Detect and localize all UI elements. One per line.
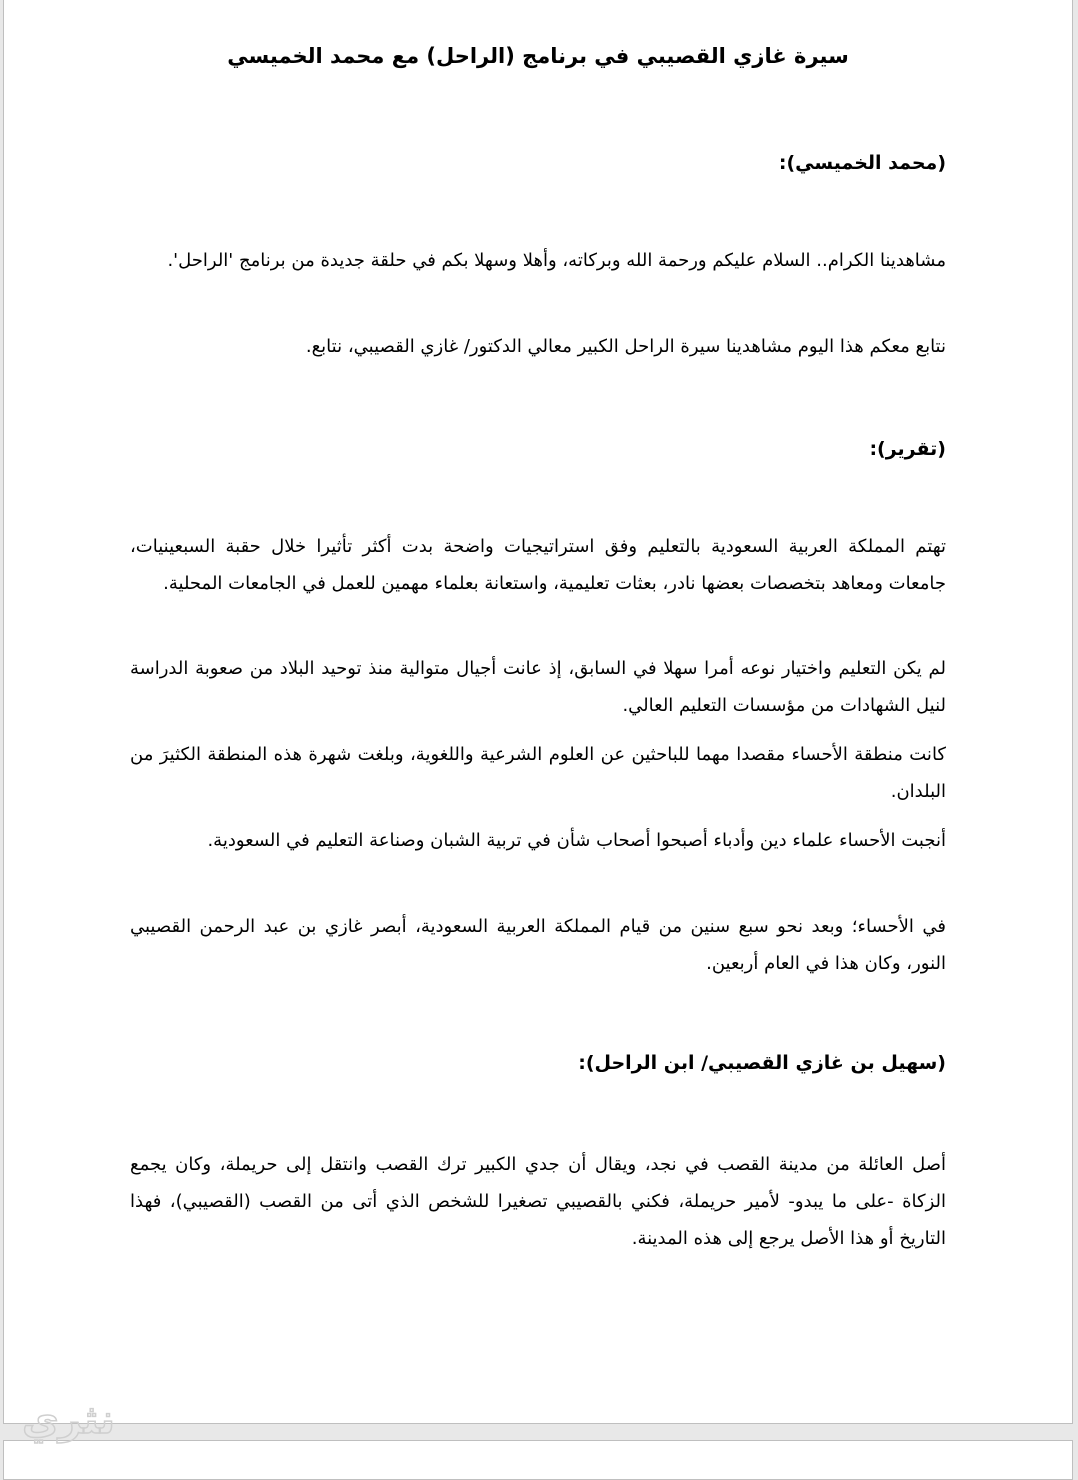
- document-title: سيرة غازي القصيبي في برنامج (الراحل) مع محمد الخميسي: [227, 44, 849, 68]
- paragraph: لم يكن التعليم واختيار نوعه أمرا سهلا في السابق، إذ عانت أجيال متوالية منذ توحيد البلاد من صعوبة الدراسة لنيل الشهادات من مؤسسات التعليم العالي.: [130, 658, 946, 716]
- watermark-logo: [22, 1396, 115, 1444]
- paragraph: تهتم المملكة العربية السعودية بالتعليم وفق استراتيجيات واضحة بدت أكثر تأثيرا خلال حقبة السبعينيات، جامعات ومعاهد بتخصصات بعضها نادر، بعثات تعليمية، واستعانة بعلماء مهمين للعمل في الجامعات المحلية.: [130, 536, 946, 594]
- paragraph: كانت منطقة الأحساء مقصدا مهما للباحثين عن العلوم الشرعية واللغوية، وبلغت شهرة هذه المنطقة الكثيرَ من البلدان.: [130, 744, 946, 802]
- speaker-label: (تقرير):: [869, 438, 946, 460]
- paragraph: في الأحساء؛ وبعد نحو سبع سنين من قيام المملكة العربية السعودية، أبصر غازي بن عبد الرحمن القصيبي النور، وكان هذا في العام أربعين.: [130, 916, 946, 974]
- paragraph: أصل العائلة من مدينة القصب في نجد، ويقال أن جدي الكبير ترك القصب وانتقل إلى حريملة، وكان يجمع الزكاة -على ما يبدو- لأمير حريملة، فكني بالقصيبي تصغيرا للشخص الذي أتى من القصب (القصيبي)، فهذا التاريخ أو هذا الأصل يرجع إلى هذه المدينة.: [130, 1154, 946, 1249]
- paragraph: نتابع معكم هذا اليوم مشاهدينا سيرة الراحل الكبير معالي الدكتور/ غازي القصيبي، نتابع.: [305, 336, 946, 357]
- speaker-label: (محمد الخميسي):: [778, 152, 946, 174]
- paragraph: مشاهدينا الكرام.. السلام عليكم ورحمة الله وبركاته، وأهلا وسهلا بكم في حلقة جديدة من برنامج 'الراحل'.: [167, 250, 946, 271]
- paragraph: أنجبت الأحساء علماء دين وأدباء أصبحوا أصحاب شأن في تربية الشبان وصناعة التعليم في السعودية.: [207, 830, 946, 851]
- next-page-edge: [3, 1440, 1073, 1480]
- speaker-label: (سهيل بن غازي القصيبي/ ابن الراحل):: [578, 1052, 946, 1074]
- watermark-text: نثري: [22, 1397, 115, 1443]
